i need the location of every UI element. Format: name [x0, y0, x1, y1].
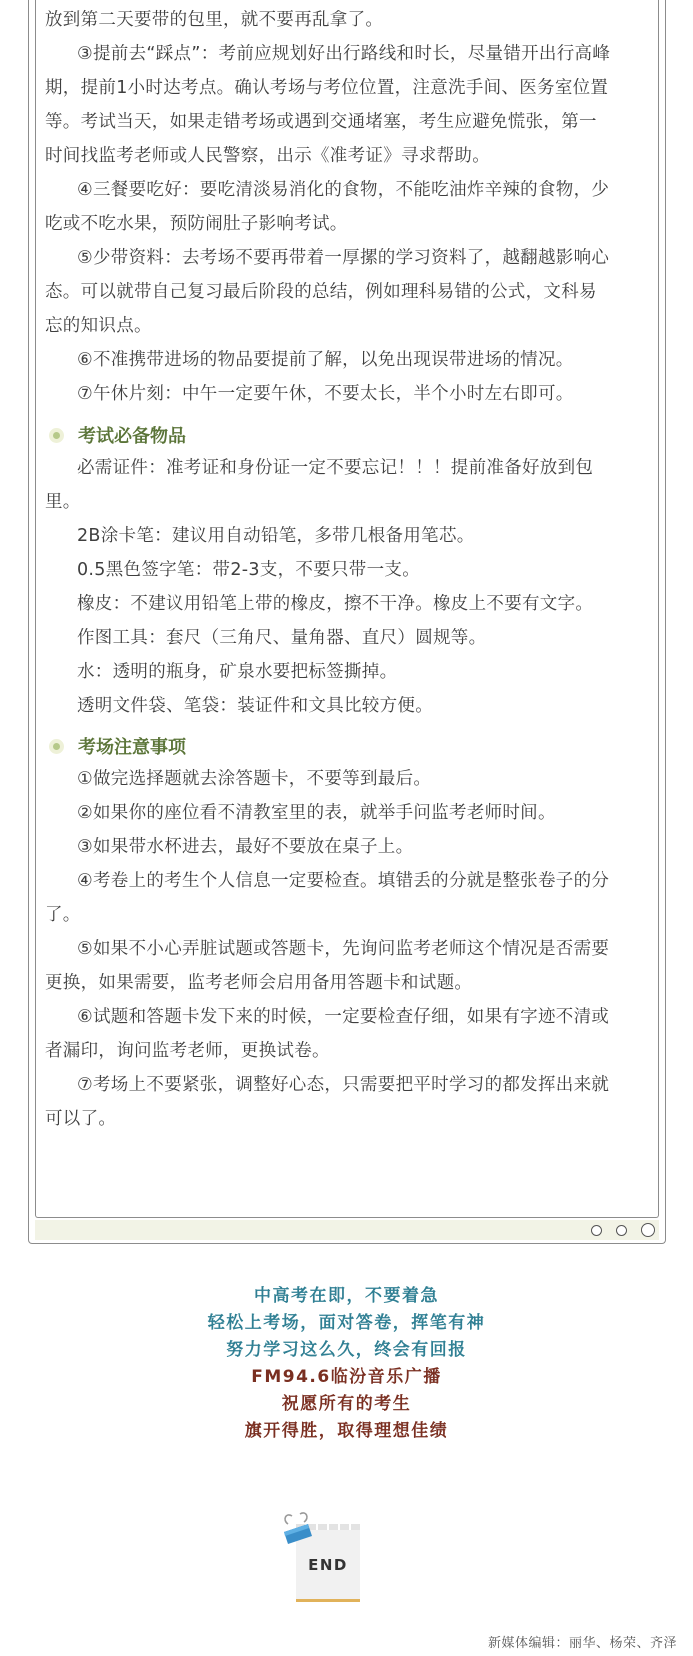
article-line: ⑥不准携带进场的物品要提前了解，以免出现误带进场的情况。	[77, 350, 574, 370]
exam-note-line: 了。	[45, 905, 81, 925]
card-dots	[591, 1220, 655, 1240]
exam-note-line: 可以了。	[45, 1109, 117, 1129]
article-line: ③提前去“踩点”：考前应规划好出行路线和时长，尽量错开出行高峰	[77, 44, 611, 64]
closing-line: 中高考在即，不要着急	[254, 1286, 439, 1306]
section-heading-essentials	[49, 417, 186, 453]
essentials-line: 透明文件袋、笔袋：装证件和文具比较方便。	[77, 696, 433, 716]
article-line: 吃或不吃水果，预防闹肚子影响考试。	[45, 214, 348, 234]
circle-icon	[641, 1223, 655, 1237]
editor-credit: 新媒体编辑：丽华、杨荣、齐泽	[487, 1636, 677, 1651]
end-label: END	[308, 1556, 348, 1574]
bullet-icon	[49, 428, 64, 443]
essentials-line: 水：透明的瓶身，矿泉水要把标签撕掉。	[77, 662, 398, 682]
exam-note-line: ⑤如果不小心弄脏试题或答题卡，先询问监考老师这个情况是否需要	[77, 939, 610, 959]
essentials-line: 橡皮：不建议用铅笔上带的橡皮，擦不干净。橡皮上不要有文字。	[77, 594, 594, 614]
article-line: ⑤少带资料：去考场不要再带着一厚摞的学习资料了，越翻越影响心	[77, 248, 610, 268]
closing-line: 旗开得胜，取得理想佳绩	[244, 1421, 449, 1441]
article-line: 期，提前1小时达考点。确认考场与考位位置，注意洗手间、医务室位置	[45, 78, 609, 98]
closing-line: FM94.6临汾音乐广播	[251, 1367, 442, 1387]
essentials-line: 里。	[45, 492, 81, 512]
exam-note-line: 更换，如果需要，监考老师会启用备用答题卡和试题。	[45, 973, 473, 993]
exam-note-line: 者漏印，询问监考老师，更换试卷。	[45, 1041, 330, 1061]
essentials-line: 0.5黑色签字笔：带2-3支，不要只带一支。	[77, 560, 421, 580]
exam-note-line: ⑦考场上不要紧张，调整好心态，只需要把平时学习的都发挥出来就	[77, 1075, 610, 1095]
exam-note-line: ②如果你的座位看不清教室里的表，就举手问监考老师时间。	[77, 803, 556, 823]
essentials-line: 2B涂卡笔：建议用自动铅笔，多带几根备用笔芯。	[77, 526, 475, 546]
end-underline	[296, 1599, 360, 1602]
section-heading-exam-notes	[49, 728, 186, 764]
article-line: ⑦午休片刻：中午一定要午休，不要太长，半个小时左右即可。	[77, 384, 574, 404]
exam-note-line: ④考卷上的考生个人信息一定要检查。填错丢的分就是整张卷子的分	[77, 871, 610, 891]
binder-clip-icon	[280, 1510, 314, 1550]
closing-line: 祝愿所有的考生	[281, 1394, 412, 1414]
essentials-line: 必需证件：准考证和身份证一定不要忘记！！！提前准备好放到包	[77, 458, 594, 478]
article-line: ④三餐要吃好：要吃清淡易消化的食物，不能吃油炸辛辣的食物，少	[77, 180, 610, 200]
bullet-icon	[49, 739, 64, 754]
end-badge	[280, 1510, 370, 1605]
closing-line: 努力学习这么久，终会有回报	[226, 1340, 467, 1360]
circle-icon	[591, 1225, 602, 1236]
section-heading-label: 考试必备物品	[78, 426, 186, 447]
closing-line: 轻松上考场，面对答卷，挥笔有神	[207, 1313, 486, 1333]
exam-note-line: ①做完选择题就去涂答题卡，不要等到最后。	[77, 769, 432, 789]
section-heading-label: 考场注意事项	[78, 737, 186, 758]
circle-icon	[616, 1225, 627, 1236]
exam-note-line: ⑥试题和答题卡发下来的时候，一定要检查仔细，如果有字迹不清或	[77, 1007, 610, 1027]
essentials-line: 作图工具：套尺（三角尺、量角器、直尺）圆规等。	[77, 628, 487, 648]
article-line: 时间找监考老师或人民警察，出示《准考证》寻求帮助。	[45, 146, 490, 166]
article-line: 忘的知识点。	[45, 316, 152, 336]
article-line: 放到第二天要带的包里，就不要再乱拿了。	[45, 10, 384, 30]
article-line: 态。可以就带自己复习最后阶段的总结，例如理科易错的公式，文科易	[45, 282, 597, 302]
exam-note-line: ③如果带水杯进去，最好不要放在桌子上。	[77, 837, 414, 857]
article-line: 等。考试当天，如果走错考场或遇到交通堵塞，考生应避免慌张，第一	[45, 112, 597, 132]
card-footer-bar	[35, 1220, 659, 1240]
